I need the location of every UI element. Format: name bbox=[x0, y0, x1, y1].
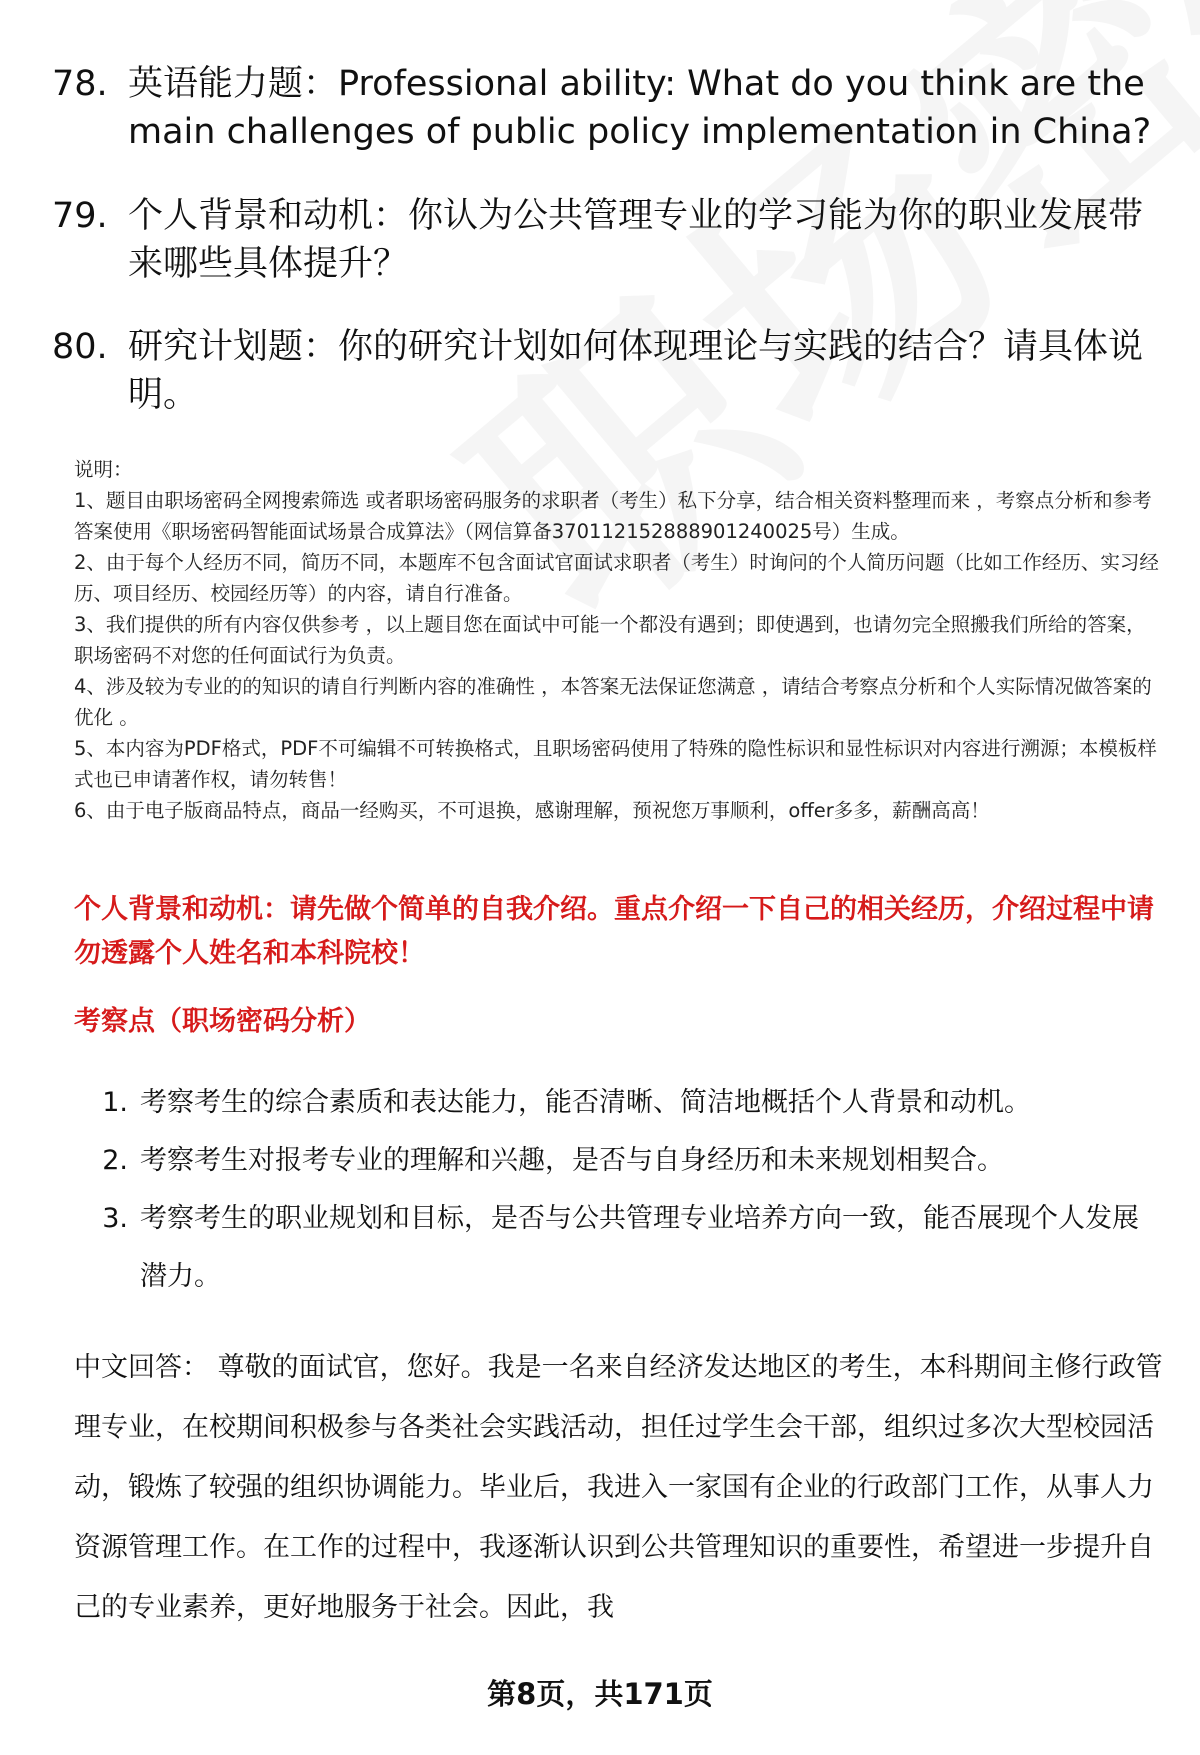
point-number: 3. bbox=[102, 1203, 128, 1234]
question-text: 个人背景和动机：你认为公共管理专业的学习能为你的职业发展带来哪些具体提升？ bbox=[128, 196, 1144, 284]
assessment-points-list bbox=[74, 1074, 1154, 1306]
point-number: 2. bbox=[102, 1145, 128, 1176]
point-number: 1. bbox=[102, 1087, 128, 1118]
point-text: 考察考生对报考专业的理解和兴趣，是否与自身经历和未来规划相契合。 bbox=[140, 1145, 1004, 1176]
point-text: 考察考生的职业规划和目标，是否与公共管理专业培养方向一致，能否展现个人发展潜力。 bbox=[140, 1203, 1139, 1292]
note-item-1: 1、题目由职场密码全网搜索筛选 或者职场密码服务的求职者（考生）私下分享，结合相关资料整理而来 ，考察点分析和参考答案使用《职场密码智能面试场景合成算法》（网信算备370112152888901240025号）生成。 bbox=[74, 489, 1152, 543]
question-number: 79. bbox=[52, 196, 108, 236]
question-number: 80. bbox=[52, 327, 108, 367]
question-78 bbox=[52, 60, 1152, 156]
question-text: 英语能力题：Professional ability: What do you think are the main challenges of public policy implementation in China? bbox=[128, 64, 1152, 152]
note-item-2: 2、由于每个人经历不同，简历不同，本题库不包含面试官面试求职者（考生）时询问的个人简历问题（比如工作经历、实习经历、项目经历、校园经历等）的内容，请自行准备。 bbox=[74, 551, 1159, 605]
question-number: 78. bbox=[52, 64, 108, 104]
disclaimer-notes bbox=[74, 454, 1164, 826]
assessment-point bbox=[74, 1132, 1154, 1190]
assessment-point bbox=[74, 1074, 1154, 1132]
notes-title: 说明： bbox=[74, 458, 133, 481]
point-text: 考察考生的综合素质和表达能力，能否清晰、简洁地概括个人背景和动机。 bbox=[140, 1087, 1031, 1118]
note-item-4: 4、涉及较为专业的的知识的请自行判断内容的准确性 ，本答案无法保证您满意 ，请结合考察点分析和个人实际情况做答案的优化 。 bbox=[74, 675, 1152, 729]
question-79 bbox=[52, 192, 1152, 288]
assessment-points-heading: 考察点（职场密码分析） bbox=[74, 1006, 371, 1037]
note-item-6: 6、由于电子版商品特点，商品一经购买，不可退换，感谢理解，预祝您万事顺利，offer多多，薪酬高高！ bbox=[74, 799, 990, 822]
note-item-5: 5、本内容为PDF格式，PDF不可编辑不可转换格式，且职场密码使用了特殊的隐性标识和显性标识对内容进行溯源；本模板样式也已申请著作权，请勿转售！ bbox=[74, 737, 1157, 791]
intro-question-heading: 个人背景和动机：请先做个简单的自我介绍。重点介绍一下自己的相关经历，介绍过程中请勿透露个人姓名和本科院校！ bbox=[74, 894, 1154, 969]
note-item-3: 3、我们提供的所有内容仅供参考 ，以上题目您在面试中可能一个都没有遇到；即使遇到，也请勿完全照搬我们所给的答案，职场密码不对您的任何面试行为负责。 bbox=[74, 613, 1146, 667]
chinese-answer: 中文回答： 尊敬的面试官，您好。我是一名来自经济发达地区的考生，本科期间主修行政管理专业，在校期间积极参与各类社会实践活动，担任过学生会干部，组织过多次大型校园活动，锻炼了较强的组织协调能力。毕业后，我进入一家国有企业的行政部门工作，从事人力资源管理工作。在工作的过程中，我逐渐认识到公共管理知识的重要性，希望进一步提升自己的专业素养，更好地服务于社会。因此，我 bbox=[74, 1352, 1163, 1623]
question-text: 研究计划题：你的研究计划如何体现理论与实践的结合？请具体说明。 bbox=[128, 327, 1144, 415]
question-80 bbox=[52, 323, 1152, 419]
page-footer: 第8页，共171页 bbox=[487, 1677, 713, 1711]
assessment-point bbox=[74, 1190, 1154, 1306]
